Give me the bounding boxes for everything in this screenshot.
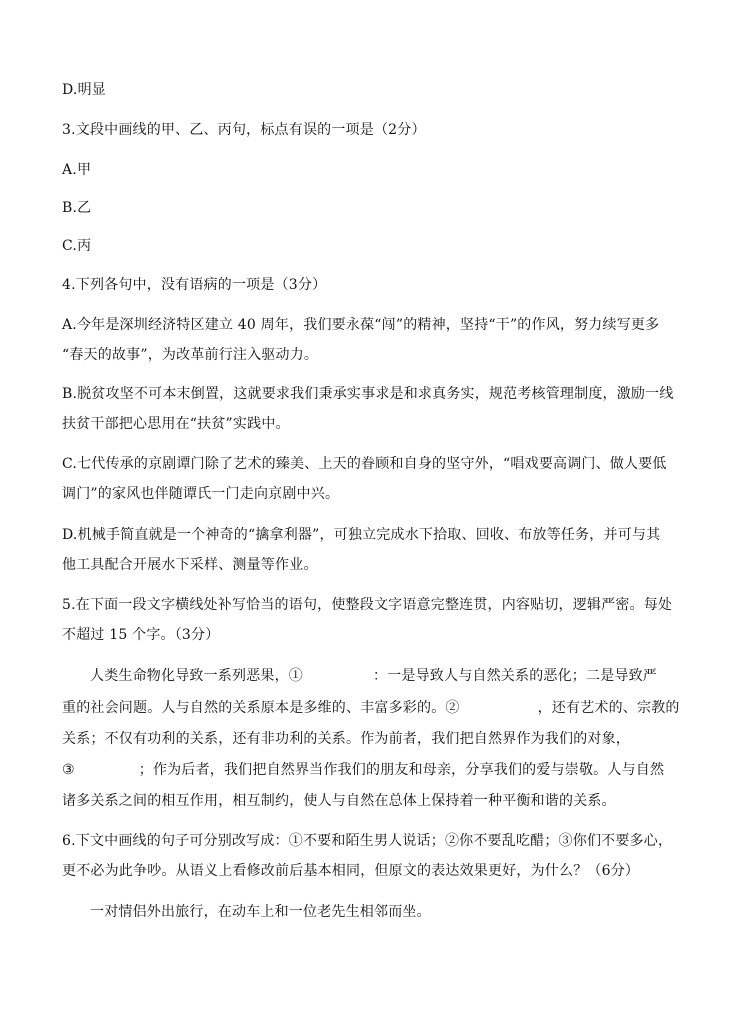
q4-option-b-line2: 扶贫干部把心思用在“扶贫”实践中。 [62,416,290,432]
q5-passage-line4 [62,760,664,780]
q5-passage-text: ；作为后者，我们把自然界当作我们的朋友和母亲，分享我们的爱与崇敬。人与自然 [138,762,665,778]
q5-passage-text: ：一是导致人与自然关系的恶化；二是导致严 [373,668,657,684]
q5-passage-line2 [62,698,680,718]
q5-passage-text: ③ [62,762,75,778]
q4-option-c-line2: 调门”的家风也伴随谭氏一门走向京剧中兴。 [62,486,340,502]
q6-stem-line1: 6.下文中画线的句子可分别改写成：①不要和陌生男人说话；②你不要乱吃醋；③你们不要多心， [62,833,673,849]
q5-stem-line2: 不超过 15 个字。（3分） [62,627,220,643]
q6-stem-line2: 更不必为此争吵。从语义上看修改前后基本相同，但原文的表达效果更好，为什么？（6分） [62,863,640,879]
q5-passage-line3: 关系；不仅有功利的关系，还有非功利的关系。作为前者，我们把自然界作为我们的对象， [62,731,630,747]
q5-stem-line1: 5.在下面一段文字横线处补写恰当的语句，使整段文字语意完整连贯，内容贴切，逻辑严密。每处 [62,597,673,613]
q4-option-a-line1: A.今年是深圳经济特区建立 40 周年，我们要永葆“闯”的精神，坚持“干”的作风，努力续写更多 [62,317,660,333]
q4-option-d-line1: D.机械手简直就是一个神奇的“擒拿利器”，可独立完成水下拾取、回收、布放等任务，并可与其 [62,527,661,543]
q4-stem: 4.下列各句中，没有语病的一项是（3分） [62,277,327,293]
q3-stem: 3.文段中画线的甲、乙、丙句，标点有误的一项是（2分） [62,122,426,138]
q4-option-b-line1: B.脱贫攻坚不可本末倒置，这就要求我们秉承实事求是和求真务实，规范考核管理制度，激励一线 [62,386,674,402]
q3-option-a: A.甲 [62,162,92,178]
q2-option-d: D.明显 [62,82,106,98]
q6-passage-line1: 一对情侣外出旅行，在动车上和一位老先生相邻而坐。 [90,904,431,920]
q5-passage-line5: 诸多关系之间的相互作用，相互制约，使人与自然在总体上保持着一种平衡和谐的关系。 [62,793,616,809]
q4-option-d-line2: 他工具配合开展水下采样、测量等作业。 [62,557,318,573]
q4-option-c-line1: C.七代传承的京剧谭门除了艺术的臻美、上天的眷顾和自身的坚守外，“唱戏要高调门、做人要低 [62,456,667,472]
q5-passage-line1 [90,666,657,686]
q3-option-b: B.乙 [62,200,92,216]
q4-option-a-line2: “春天的故事”，为改革前行注入驱动力。 [62,347,319,363]
q5-passage-text: 重的社会问题。人与自然的关系原本是多维的、丰富多彩的。② [62,700,460,716]
q5-passage-text: ，还有艺术的、宗教的 [537,700,680,716]
q3-option-c: C.丙 [62,238,92,254]
q5-passage-text: 人类生命物化导致一系列恶果，① [90,668,303,684]
